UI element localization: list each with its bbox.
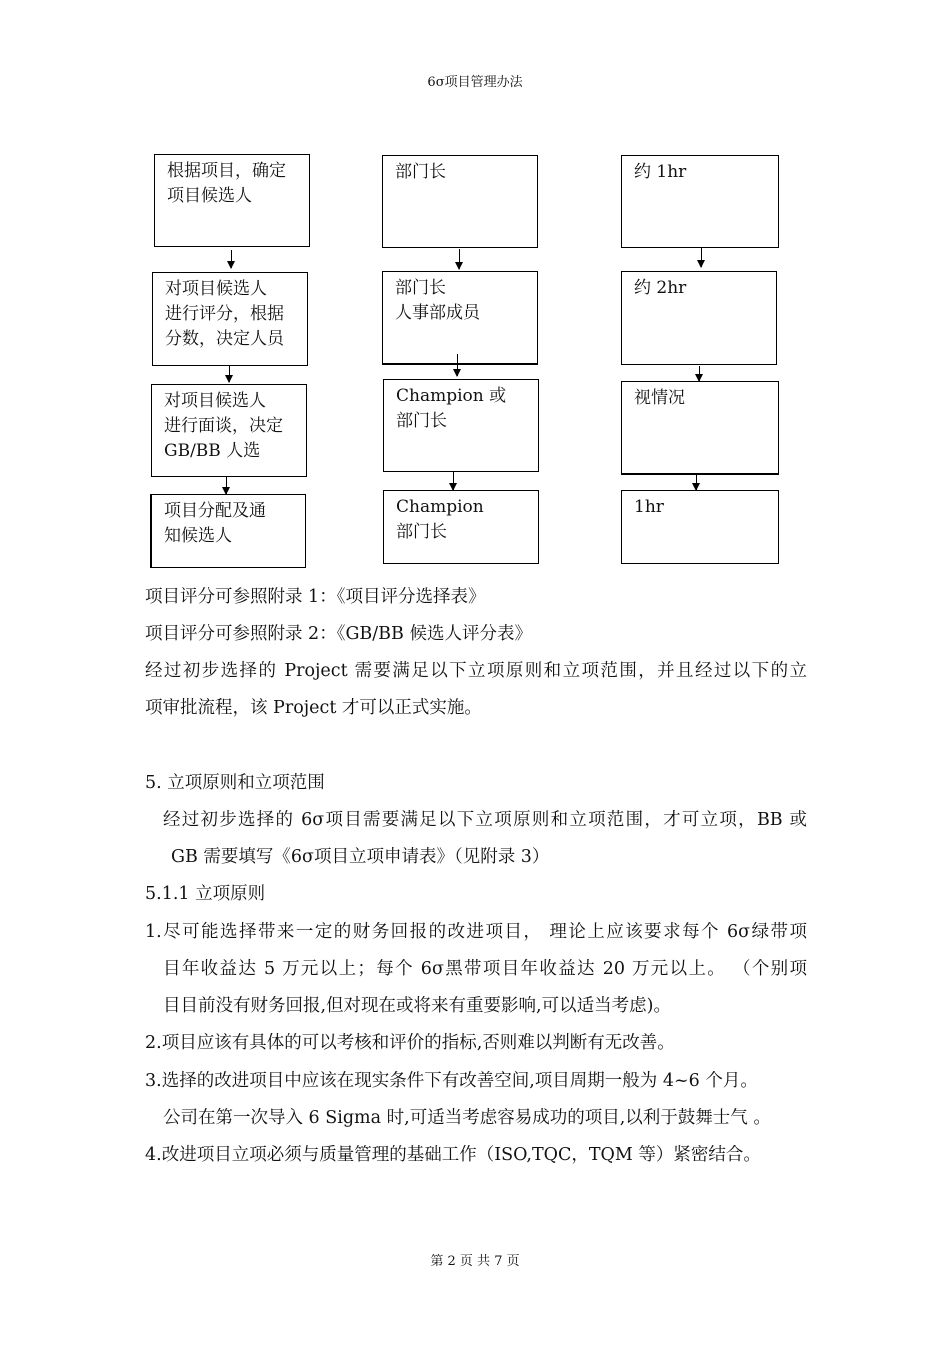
page-footer: 第 2 页 共 7 页: [430, 1254, 520, 1269]
flow-box-time-as-needed: 视情况: [621, 381, 779, 475]
list-item-4: 4.改进项目立项必须与质量管理的基础工作（ISO,TQC，TQM 等）紧密结合。: [145, 1145, 761, 1165]
flow-arrow-down: [699, 366, 700, 381]
list-item-3: 3.选择的改进项目中应该在现实条件下有改善空间,项目周期一般为 4~6 个月。: [145, 1071, 758, 1091]
flow-arrow-down: [696, 473, 697, 490]
list-item-1-continued: 目年收益达 5 万元以上；每个 6σ黑带项目年收益达 20 万元以上。 （个别项: [163, 959, 807, 979]
section-heading-5: 5. 立项原则和立项范围: [145, 773, 325, 793]
flow-arrow-down: [226, 477, 227, 494]
list-item-2: 2.项目应该有具体的可以考核和评价的指标,否则难以判断有无改善。: [145, 1033, 675, 1053]
list-item-1-continued: 目目前没有财务回报,但对现在或将来有重要影响,可以适当考虑)。: [163, 996, 671, 1016]
flow-box-interview-candidates: 对项目候选人 进行面谈，决定 GB/BB 人选: [151, 384, 307, 477]
paragraph-line: 项审批流程，该 Project 才可以正式实施。: [145, 698, 482, 718]
flow-box-champion-or-dept-head: Champion 或 部门长: [383, 379, 539, 472]
paragraph-line: 经过初步选择的 6σ项目需要满足以下立项原则和立项范围，才可立项，BB 或: [163, 810, 807, 830]
flow-box-dept-head: 部门长: [382, 155, 538, 248]
flow-arrow-down: [231, 250, 232, 268]
reference-appendix-1: 项目评分可参照附录 1：《项目评分选择表》: [145, 587, 486, 607]
flow-box-select-candidates: 根据项目，确定 项目候选人: [154, 154, 310, 247]
subsection-heading-5-1-1: 5.1.1 立项原则: [145, 884, 266, 904]
flow-arrow-down: [701, 248, 702, 267]
paragraph-line: GB 需要填写《6σ项目立项申请表》（见附录 3）: [171, 847, 550, 867]
list-item-3-continued: 公司在第一次导入 6 Sigma 时,可适当考虑容易成功的项目,以利于鼓舞士气 。: [163, 1108, 771, 1128]
flow-box-time-1hr: 约 1hr: [621, 155, 779, 248]
list-item-1: 1.尽可能选择带来一定的财务回报的改进项目， 理论上应该要求每个 6σ绿带项: [145, 922, 807, 942]
flow-arrow-down: [453, 472, 454, 490]
reference-appendix-2: 项目评分可参照附录 2：《GB/BB 候选人评分表》: [145, 624, 532, 644]
page-header: 6σ项目管理办法: [427, 75, 523, 90]
flow-box-score-candidates: 对项目候选人 进行评分，根据 分数，决定人员: [152, 272, 308, 366]
flow-box-time-1hr-final: 1hr: [621, 490, 779, 564]
flow-arrow-down: [229, 366, 230, 382]
paragraph-line: 经过初步选择的 Project 需要满足以下立项原则和立项范围，并且经过以下的立: [145, 661, 807, 681]
flow-arrow-down: [459, 249, 460, 269]
flow-box-dept-head-hr: 部门长 人事部成员: [382, 271, 538, 365]
flow-box-time-2hr: 约 2hr: [621, 271, 777, 365]
flow-arrow-down: [457, 354, 458, 376]
flow-box-assign-projects: 项目分配及通 知候选人: [150, 494, 306, 568]
flow-box-champion-dept-head: Champion 部门长: [383, 490, 539, 564]
